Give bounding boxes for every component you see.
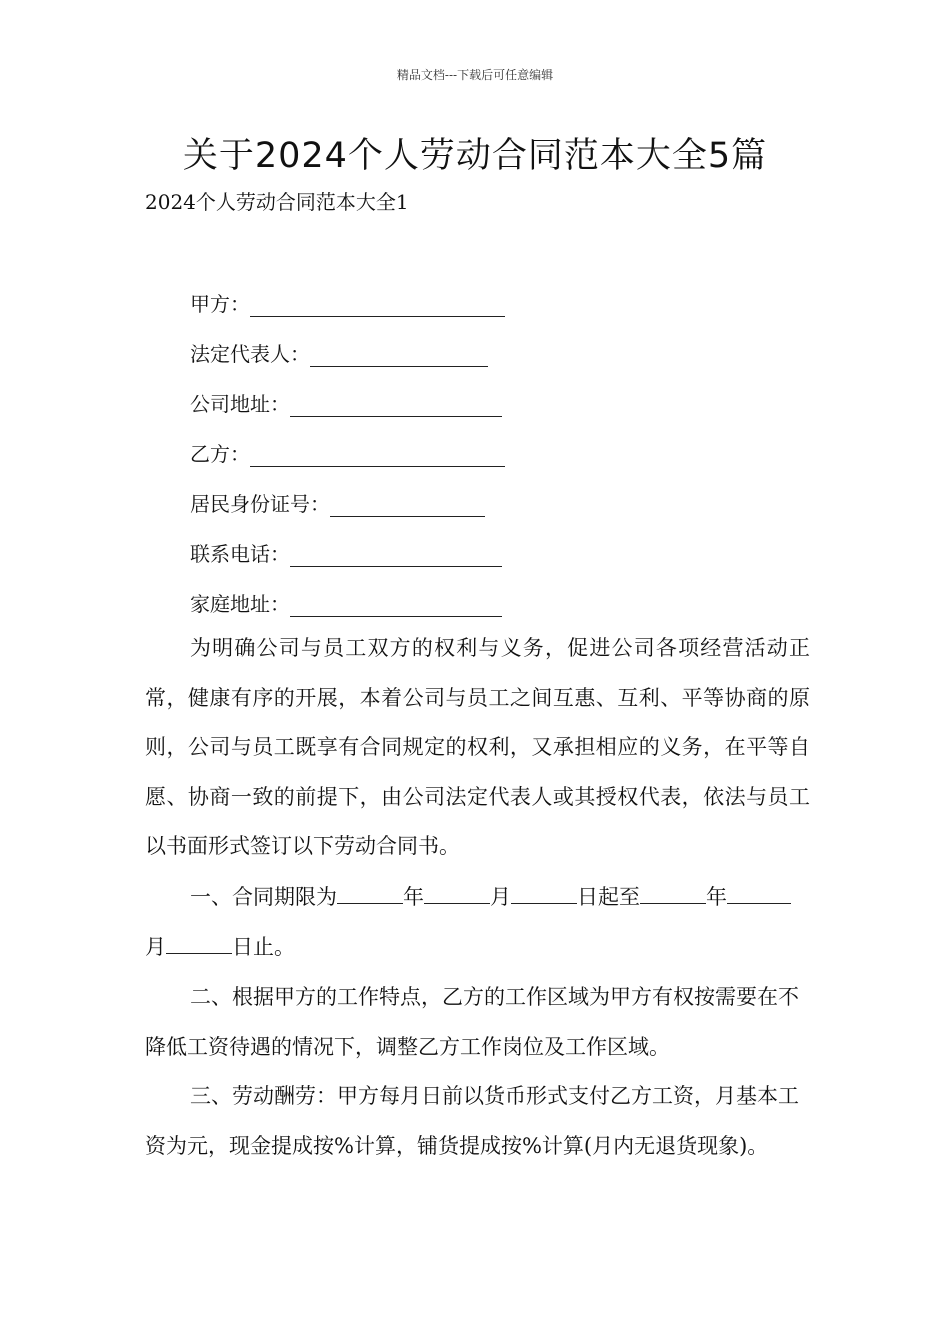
clause-3: 三、劳动酬劳：甲方每月日前以货币形式支付乙方工资，月基本工资为元，现金提成按%计算，铺货提成按%计算(月内无退货现象)。 — [145, 1084, 799, 1158]
intro-paragraph: 为明确公司与员工双方的权利与义务，促进公司各项经营活动正常，健康有序的开展，本着公司与员工之间互惠、互利、平等协商的原则，公司与员工既享有合同规定的权利，又承担相应的义务，在平等自愿、协商一致的前提下，由公司法定代表人或其授权代表，依法与员工以书面形式签订以下劳动合同书。 — [145, 636, 810, 858]
field-label: 乙方： — [190, 442, 250, 466]
field-label: 家庭地址： — [190, 592, 290, 616]
blank-month-end-cont — [781, 883, 791, 904]
field-label: 公司地址： — [190, 392, 290, 416]
field-blank — [290, 544, 502, 567]
header-note: 精品文档---下载后可任意编辑 — [396, 68, 554, 82]
field-blank — [290, 594, 502, 617]
field-label: 联系电话： — [190, 542, 290, 566]
field-blank — [250, 444, 505, 467]
field-company-address — [190, 388, 502, 417]
clause-1-end: 日止。 — [232, 934, 295, 959]
blank-month — [424, 883, 490, 904]
field-party-b — [190, 438, 505, 467]
clause-1-year-end: 年 — [706, 885, 727, 909]
field-id-number — [190, 488, 485, 517]
clause-1 — [145, 873, 810, 972]
field-blank — [290, 394, 502, 417]
field-blank — [330, 494, 485, 517]
field-blank — [250, 294, 505, 317]
clause-2: 二、根据甲方的工作特点，乙方的工作区域为甲方有权按需要在不降低工资待遇的情况下，调整乙方工作岗位及工作区域。 — [145, 985, 799, 1059]
clause-1-year: 年 — [403, 885, 424, 909]
field-label: 居民身份证号： — [190, 492, 330, 516]
blank-year-end — [640, 883, 706, 904]
blank-day — [511, 883, 577, 904]
blank-month-end — [727, 883, 781, 904]
field-blank — [310, 344, 488, 367]
field-legal-representative — [190, 338, 488, 367]
field-home-address — [190, 588, 502, 617]
blank-year — [337, 883, 403, 904]
clause-1-day: 日起至 — [577, 885, 640, 909]
field-label: 甲方： — [190, 292, 250, 316]
clause-1-month-end: 月 — [145, 934, 166, 959]
clause-1-month: 月 — [490, 885, 511, 909]
field-phone — [190, 538, 502, 567]
section-subtitle: 2024个人劳动合同范本大全1 — [145, 190, 409, 214]
clause-1-prefix: 一、合同期限为 — [190, 885, 337, 909]
field-label: 法定代表人： — [190, 342, 310, 366]
blank-day-end — [166, 933, 232, 954]
document-title: 关于2024个人劳动合同范本大全5篇 — [182, 136, 768, 176]
field-party-a — [190, 288, 505, 317]
